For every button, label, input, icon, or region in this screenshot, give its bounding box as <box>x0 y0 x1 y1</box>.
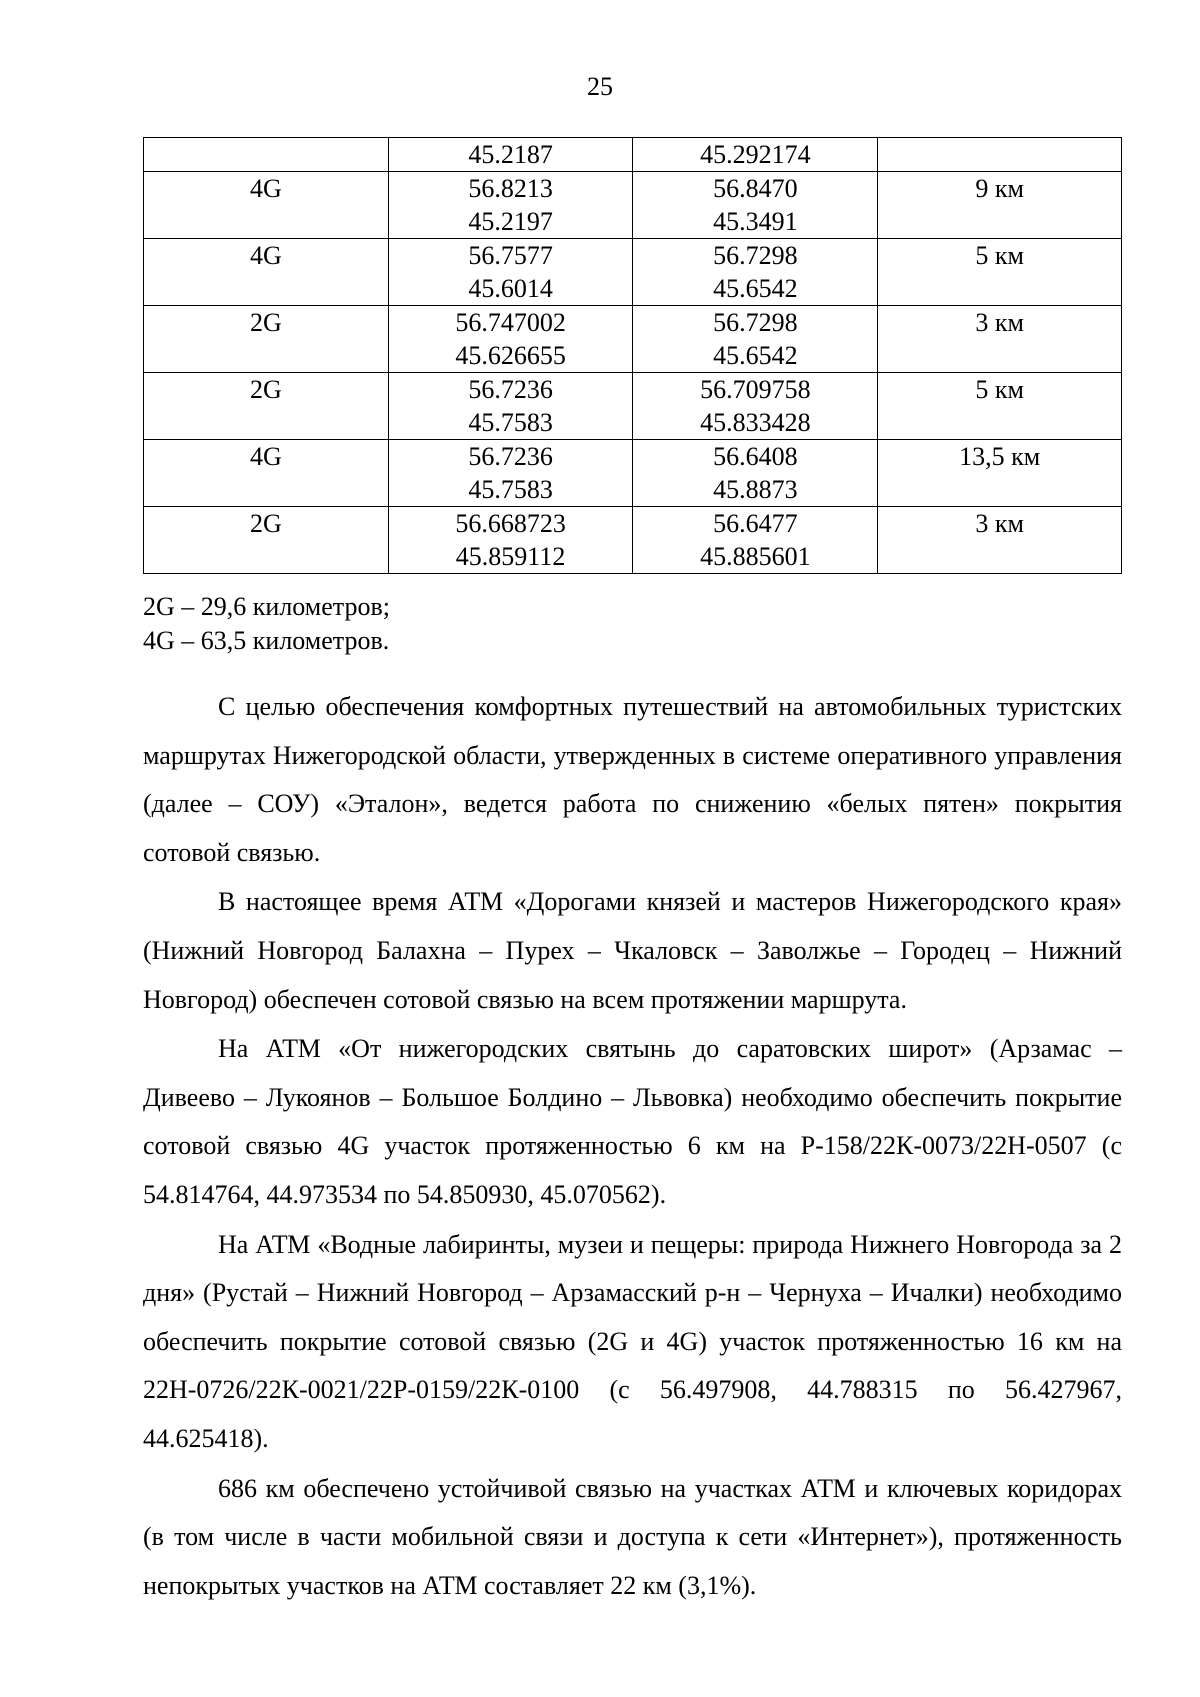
coordinate-value: 45.6542 <box>713 341 798 370</box>
cell-network-type <box>144 306 389 373</box>
coordinate-value: 45.8873 <box>713 475 798 504</box>
length-value: 9 км <box>975 174 1024 203</box>
coordinate-value: 56.7236 <box>468 375 553 404</box>
coordinate-value: 45.626655 <box>455 341 566 370</box>
summary-2g: 2G – 29,6 километров; <box>143 592 390 621</box>
coverage-table <box>143 137 1122 574</box>
network-type-value: 4G <box>249 442 282 471</box>
paragraph-route-shrines: На АТМ «От нижегородских святынь до саратовских широт» (Арзамас – Дивеево – Лукоянов – Большое Болдино – Львовка) необходимо обеспечить покрытие сотовой связью 4G участок протяженностью 6 км на Р-158/22К-0073/22Н-0507 (с 54.814764, 44.973534 по 54.850930, 45.070562). <box>143 1034 1122 1209</box>
coordinate-value: 56.709758 <box>700 375 811 404</box>
coordinate-value: 56.7298 <box>713 241 798 270</box>
body-text <box>143 683 1122 1610</box>
cell-network-type <box>144 138 389 172</box>
cell-network-type <box>144 440 389 507</box>
cell-network-type <box>144 507 389 574</box>
coordinate-value: 56.7298 <box>713 308 798 337</box>
cell-length <box>878 138 1122 172</box>
coordinate-value: 56.6408 <box>713 442 798 471</box>
length-value: 5 км <box>975 241 1024 270</box>
cell-end-coordinates <box>633 239 878 306</box>
cell-end-coordinates <box>633 138 878 172</box>
coordinate-value: 45.2197 <box>468 207 553 236</box>
cell-start-coordinates <box>388 440 633 507</box>
length-value: 3 км <box>975 509 1024 538</box>
coordinate-value: 45.2187 <box>468 140 553 169</box>
cell-length <box>878 172 1122 239</box>
length-value: 3 км <box>975 308 1024 337</box>
table-row <box>144 306 1122 373</box>
network-type-value: 2G <box>249 509 282 538</box>
coordinate-value: 45.7583 <box>468 408 553 437</box>
cell-length <box>878 239 1122 306</box>
network-type-value: 2G <box>249 308 282 337</box>
coordinate-value: 45.3491 <box>713 207 798 236</box>
coordinate-value: 45.833428 <box>700 408 811 437</box>
network-type-value <box>144 138 388 171</box>
cell-end-coordinates <box>633 306 878 373</box>
coordinate-value: 56.8213 <box>468 174 553 203</box>
coordinate-value: 56.7236 <box>468 442 553 471</box>
length-value <box>878 138 1121 171</box>
cell-length <box>878 440 1122 507</box>
cell-end-coordinates <box>633 373 878 440</box>
cell-start-coordinates <box>388 507 633 574</box>
network-type-value: 2G <box>249 375 282 404</box>
network-type-value: 4G <box>249 241 282 270</box>
coordinate-value: 45.7583 <box>468 475 553 504</box>
coordinate-value: 45.6542 <box>713 274 798 303</box>
cell-length <box>878 373 1122 440</box>
length-value: 13,5 км <box>959 442 1041 471</box>
paragraph-route-princes: В настоящее время АТМ «Дорогами князей и мастеров Нижегородского края» (Нижний Новгород Балахна – Пурех – Чкаловск – Заволжье – Городец – Нижний Новгород) обеспечен сотовой связью на всем протяжении маршрута. <box>143 887 1122 1014</box>
table-row <box>144 239 1122 306</box>
table-row <box>144 507 1122 574</box>
cell-length <box>878 507 1122 574</box>
coordinate-value: 56.6477 <box>713 509 798 538</box>
cell-start-coordinates <box>388 172 633 239</box>
cell-start-coordinates <box>388 306 633 373</box>
coordinate-value: 56.747002 <box>455 308 566 337</box>
coverage-summary <box>143 590 390 658</box>
page-number: 25 <box>587 72 613 101</box>
table-row <box>144 373 1122 440</box>
network-type-value: 4G <box>249 174 282 203</box>
cell-end-coordinates <box>633 172 878 239</box>
cell-network-type <box>144 239 389 306</box>
table-row <box>144 440 1122 507</box>
cell-end-coordinates <box>633 440 878 507</box>
paragraph-intro: С целью обеспечения комфортных путешествий на автомобильных туристских маршрутах Нижегородской области, утвержденных в системе оперативного управления (далее – СОУ) «Эталон», ведется работа по снижению «белых пятен» покрытия сотовой связью. <box>143 692 1122 867</box>
coordinate-value: 45.6014 <box>468 274 553 303</box>
cell-start-coordinates <box>388 239 633 306</box>
paragraph-total: 686 км обеспечено устойчивой связью на участках АТМ и ключевых коридорах (в том числе в части мобильной связи и доступа к сети «Интернет»), протяженность непокрытых участков на АТМ составляет 22 км (3,1%). <box>143 1473 1122 1600</box>
coordinate-value: 45.292174 <box>700 140 811 169</box>
table-row <box>144 138 1122 172</box>
cell-start-coordinates <box>388 138 633 172</box>
table-row <box>144 172 1122 239</box>
coordinate-value: 56.7577 <box>468 241 553 270</box>
cell-end-coordinates <box>633 507 878 574</box>
cell-network-type <box>144 373 389 440</box>
coordinate-value: 45.859112 <box>455 542 566 571</box>
paragraph-route-labyrinths: На АТМ «Водные лабиринты, музеи и пещеры: природа Нижнего Новгорода за 2 дня» (Рустай – Нижний Новгород – Арзамасский р-н – Чернуха – Ичалки) необходимо обеспечить покрытие сотовой связью (2G и 4G) участок протяженностью 16 км на 22Н-0726/22К-0021/22Р-0159/22К-0100 (с 56.497908, 44.788315 по 56.427967, 44.625418). <box>143 1229 1122 1453</box>
coordinate-value: 56.668723 <box>455 509 566 538</box>
cell-start-coordinates <box>388 373 633 440</box>
coordinate-value: 56.8470 <box>713 174 798 203</box>
cell-length <box>878 306 1122 373</box>
cell-network-type <box>144 172 389 239</box>
length-value: 5 км <box>975 375 1024 404</box>
coordinate-value: 45.885601 <box>700 542 811 571</box>
summary-4g: 4G – 63,5 километров. <box>143 626 390 655</box>
